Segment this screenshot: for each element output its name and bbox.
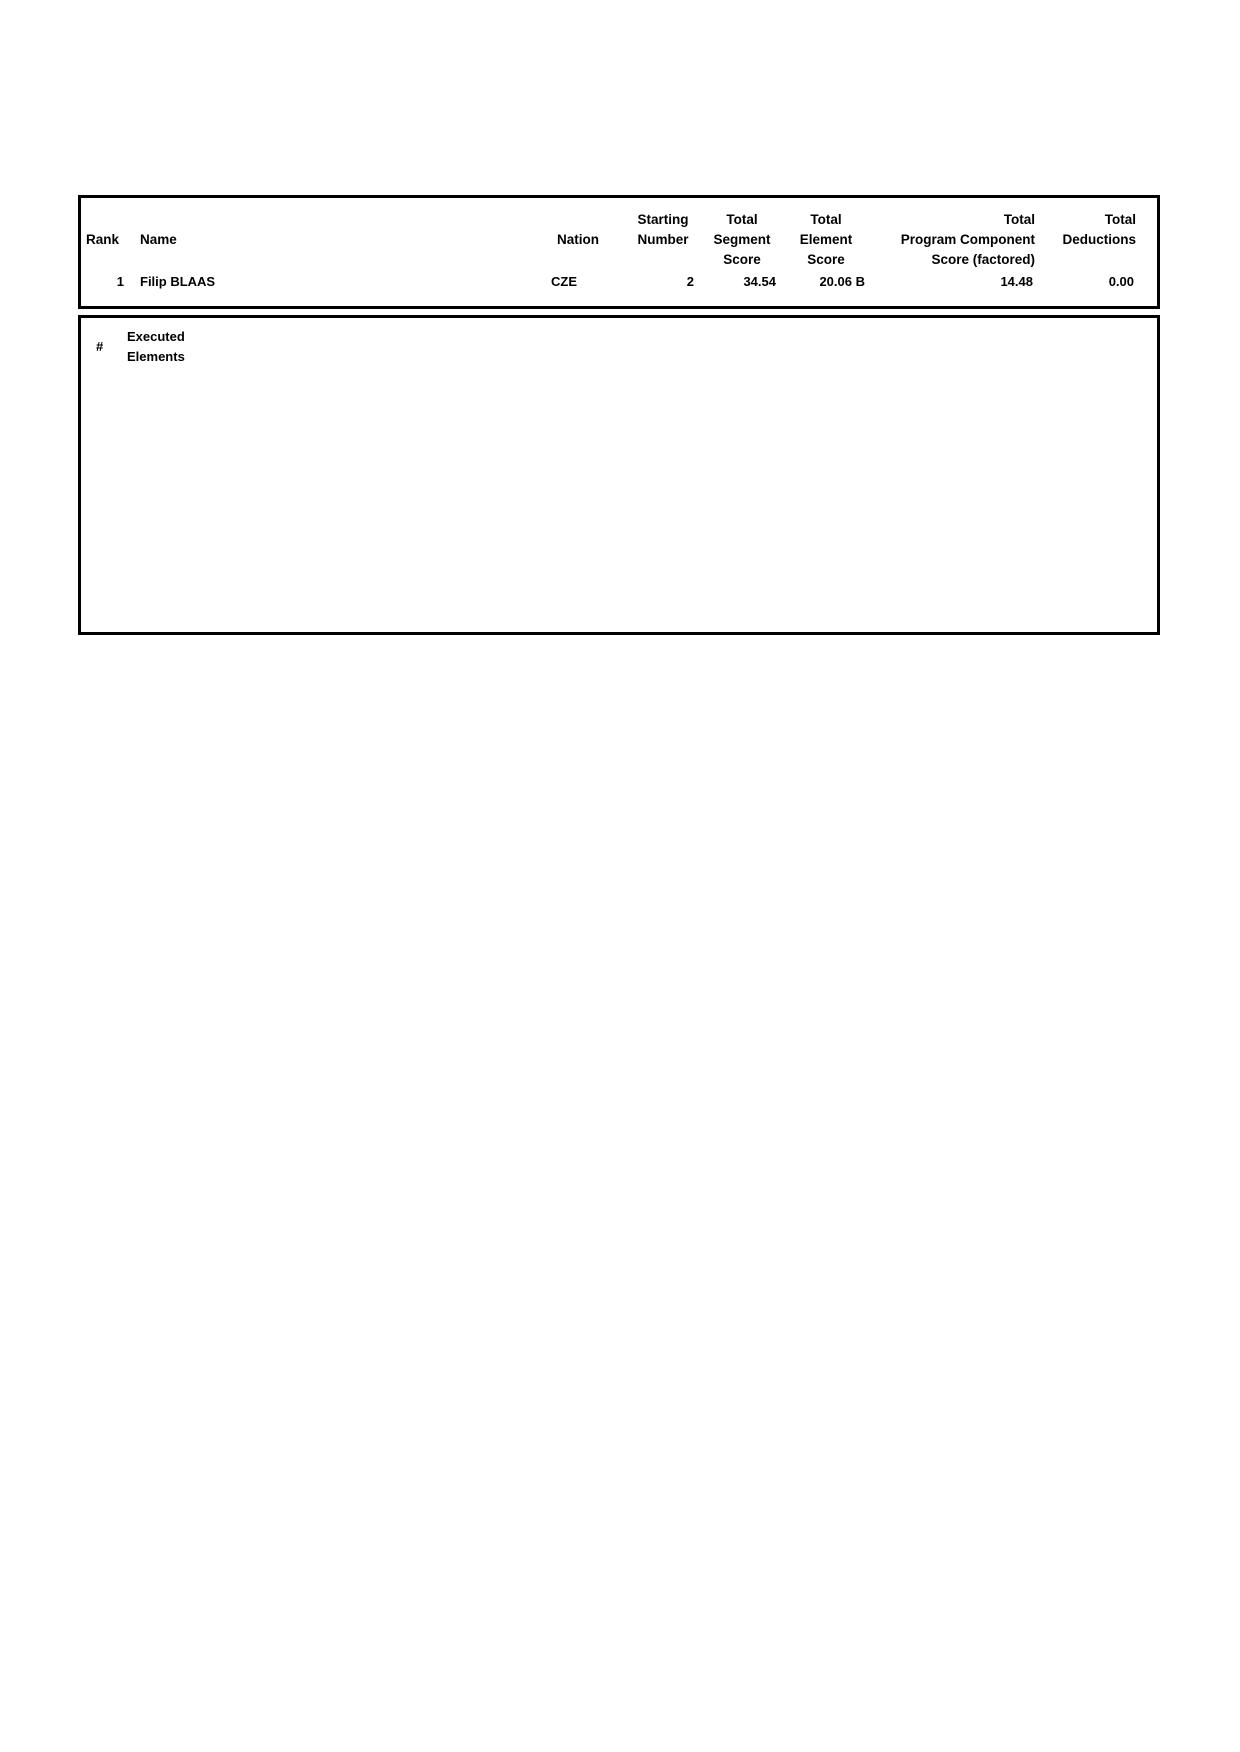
executed-elements-header: Executed — [127, 329, 185, 344]
skater-details-box — [78, 315, 1160, 635]
total-deductions-header: Total — [1104, 212, 1136, 227]
total-segment-score-header: Total — [726, 212, 758, 227]
total-element-score-header: Total — [810, 212, 842, 227]
skater-total-pcs: 14.48 — [1000, 274, 1033, 289]
name-header: Name — [140, 232, 177, 247]
nation-header: Nation — [557, 232, 599, 247]
total-element-score-header: Score — [807, 252, 845, 267]
total-pcs-header: Program Component — [900, 232, 1035, 247]
rank-header: Rank — [86, 232, 120, 247]
executed-elements-header: Elements — [127, 349, 185, 364]
total-segment-score-header: Score — [723, 252, 761, 267]
skater-rank: 1 — [116, 274, 124, 289]
skater-total-element-score: 20.06 B — [819, 274, 865, 289]
total-pcs-header: Score (factored) — [931, 252, 1035, 267]
num-header: # — [96, 339, 104, 354]
total-element-score-header: Element — [799, 232, 853, 247]
total-deductions-header: Deductions — [1062, 232, 1136, 247]
skater-nation: CZE — [551, 274, 577, 289]
starting-number-header: Number — [637, 232, 689, 247]
skater-total-segment-score: 34.54 — [743, 274, 776, 289]
starting-number-header: Starting — [637, 212, 689, 227]
total-pcs-header: Total — [1003, 212, 1035, 227]
total-segment-score-header: Segment — [713, 232, 771, 247]
skater-total-deductions: 0.00 — [1108, 274, 1134, 289]
skater-name: Filip BLAAS — [140, 274, 216, 289]
skater-starting-number: 2 — [686, 274, 694, 289]
